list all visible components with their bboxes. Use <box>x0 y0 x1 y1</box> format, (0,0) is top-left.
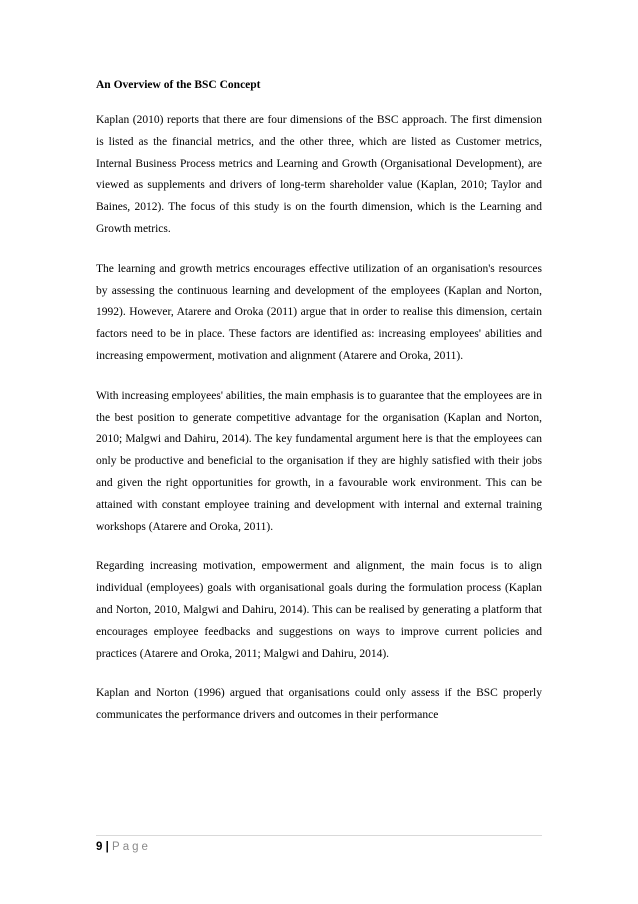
page-number: 9 <box>96 841 103 853</box>
paragraph-5: Kaplan and Norton (1996) argued that organisations could only assess if the BSC properly communicates the performance drivers and outcomes in their performance <box>96 687 542 722</box>
paragraph-4: Regarding increasing motivation, empowerment and alignment, the main focus is to align individual (employees) goals with organisational goals during the formulation process (Kaplan and Norton, 2010, Malgwi and Dahiru, 2014). This can be realised by generating a platform that encourages employee feedbacks and suggestions on ways to improve current policies and practices (Atarere and Oroka, 2011; Malgwi and Dahiru, 2014). <box>96 560 542 660</box>
page-label: Page <box>112 841 151 853</box>
paragraph-3: With increasing employees' abilities, the main emphasis is to guarantee that the employees are in the best position to generate competitive advantage for the organisation (Kaplan and Norton, 2010; Malgwi and Dahiru, 2014). The key fundamental argument here is that the employees can only be productive and beneficial to the organisation if they are highly satisfied with their jobs and given the right opportunities for growth, in a favourable work environment. This can be attained with constant employee training and development with internal and external training workshops (Atarere and Oroka, 2011). <box>96 389 542 533</box>
paragraph-2: The learning and growth metrics encourages effective utilization of an organisation's resources by assessing the continuous learning and development of the employees (Kaplan and Norton, 1992). However, Atarere and Oroka (2011) argue that in order to realise this dimension, certain factors need to be in place. These factors are identified as: increasing employees' abilities and increasing empowerment, motivation and alignment (Atarere and Oroka, 2011). <box>96 262 542 362</box>
page-footer <box>96 840 151 854</box>
paragraph-1: Kaplan (2010) reports that there are four dimensions of the BSC approach. The first dimension is listed as the financial metrics, and the other three, which are listed as Customer metrics, Internal Business Process metrics and Learning and Growth (Organisational Development), are viewed as supplements and drivers of long-term shareholder value (Kaplan, 2010; Taylor and Baines, 2012). The focus of this study is on the fourth dimension, which is the Learning and Growth metrics. <box>96 114 542 235</box>
page-content <box>96 78 542 745</box>
footer-divider <box>96 835 542 836</box>
footer-separator: | <box>105 841 109 853</box>
section-heading: An Overview of the BSC Concept <box>96 79 261 91</box>
